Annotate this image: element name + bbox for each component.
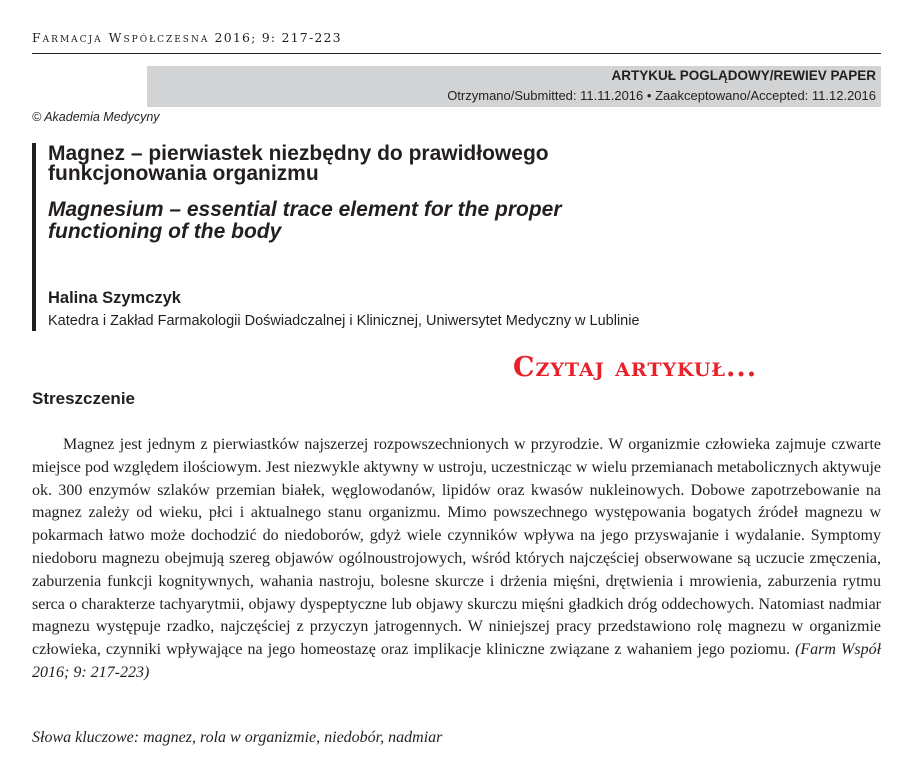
author-affiliation: Katedra i Zakład Farmakologii Doświadczalnej i Klinicznej, Uniwersytet Medyczny w Lublinie (48, 313, 640, 329)
author-name: Halina Szymczyk (48, 289, 181, 307)
journal-name: Farmacja Współczesna (32, 30, 210, 45)
date-separator: • (646, 88, 652, 103)
article-type: ARTYKUŁ POGLĄDOWY/REWIEV PAPER (611, 68, 876, 83)
article-type-box (147, 66, 881, 107)
accepted-date: Zaakceptowano/Accepted: 11.12.2016 (655, 88, 876, 103)
keywords: Słowa kluczowe: magnez, rola w organizmie, niedobór, nadmiar (32, 729, 443, 746)
submitted-date: Otrzymano/Submitted: 11.11.2016 (447, 88, 644, 103)
abstract-heading: Streszczenie (32, 389, 135, 408)
title-english (48, 199, 848, 243)
title-accent-bar (32, 143, 36, 331)
title-english-line2: functioning of the body (48, 220, 282, 243)
title-english-line1: Magnesium – essential trace element for the proper (48, 198, 562, 221)
header-rule (32, 53, 881, 54)
title-polish-line2: funkcjonowania organizmu (48, 162, 319, 185)
article-dates (447, 88, 876, 103)
abstract-citation: (Farm Współ 2016; 9: 217-223) (32, 641, 882, 681)
copyright-note: © Akademia Medycyny (32, 110, 160, 124)
title-polish-line1: Magnez – pierwiastek niezbędny do prawidłowego (48, 142, 549, 165)
journal-issue: 2016; 9: 217-223 (214, 30, 342, 45)
title-polish (48, 144, 848, 184)
journal-header (32, 30, 342, 45)
abstract-text: Magnez jest jednym z pierwiastków najszerzej rozpowszechnionych w przyrodzie. W organizmie człowieka zajmuje czwarte miejsce pod względem ilościowym. Jest niezwykle aktywny w ustroju, uczestnicząc w wielu przemianach metabolicznych aktywuje ok. 300 enzymów szlaków przemian białek, węglowodanów, lipidów oraz kwasów nukleinowych. Dobowe zapotrzebowanie na magnez zależy od wieku, płci i aktualnego stanu organizmu. Mimo powszechnego występowania bogatych źródeł magnezu w pokarmach łatwo może dochodzić do niedoborów, gdyż wiele czynników wpływa na jego przyswajanie i wydalanie. Symptomy niedoboru magnezu obejmują szereg objawów ogólnoustrojowych, wśród których najczęściej obserwowane są uczucie zmęczenia, zaburzenia funkcji kognitywnych, wahania nastroju, bolesne skurcze i drżenia mięśni, drętwienia i mrowienia, zaburzenia rytmu serca o charakterze tachyarytmii, objawy dyspeptyczne lub objawy skurczu mięśni gładkich dróg oddechowych. Natomiast nadmiar magnezu występuje rzadko, najczęściej z przyczyn jatrogennych. W niniejszej pracy przedstawiono rolę magnezu w organizmie człowieka, czynniki wpływające na jego homeostazę oraz implikacje kliniczne związane z wahaniem jego poziomu. (32, 436, 881, 659)
read-article-link[interactable]: Czytaj artykuł... (513, 352, 758, 383)
abstract-body (32, 434, 881, 685)
